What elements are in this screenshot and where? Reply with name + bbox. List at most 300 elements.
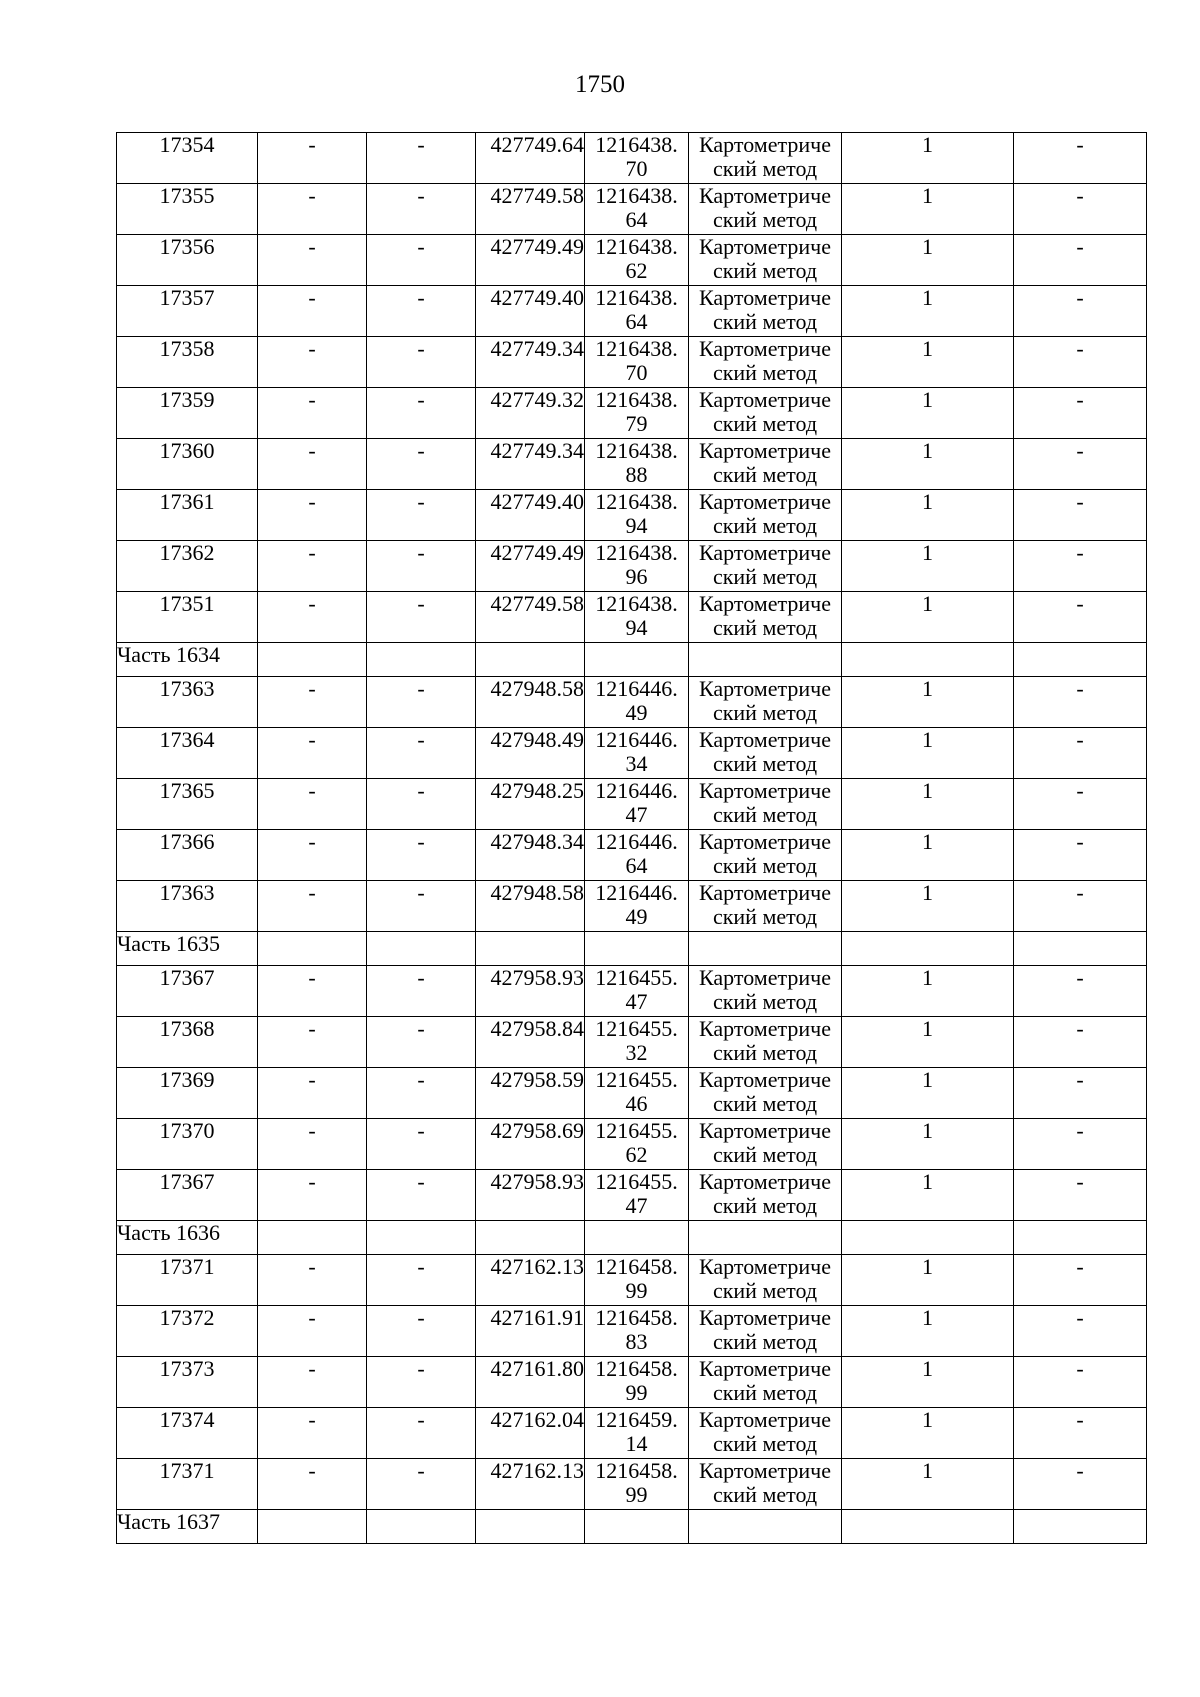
accuracy-cell: 1 [842,184,1014,235]
method-line-1: Картометриче [699,1407,831,1432]
y-coordinate-line-1: 1216458. [595,1254,678,1279]
method-cell [689,235,842,286]
dash-cell: - [258,779,367,830]
accuracy-cell: 1 [842,966,1014,1017]
point-number-cell: 17368 [117,1017,258,1068]
point-number-cell: 17367 [117,1170,258,1221]
y-coordinate-line-2: 64 [625,309,648,334]
method-line-2: ский метод [712,1482,818,1507]
table-row [117,1017,1147,1068]
empty-cell [1014,932,1147,966]
y-coordinate-cell [585,1170,689,1221]
method-line-1: Картометриче [699,1254,831,1279]
y-coordinate-line-2: 64 [625,207,648,232]
dash-cell: - [258,133,367,184]
accuracy-cell: 1 [842,779,1014,830]
method-cell [689,1408,842,1459]
dash-cell: - [1014,235,1147,286]
point-number-cell: 17369 [117,1068,258,1119]
dash-cell: - [258,541,367,592]
point-number-cell: 17371 [117,1255,258,1306]
x-coordinate-cell: 427958.93 [476,966,585,1017]
x-coordinate-cell: 427749.34 [476,439,585,490]
dash-cell: - [258,966,367,1017]
dash-cell: - [1014,337,1147,388]
accuracy-cell: 1 [842,592,1014,643]
dash-cell: - [1014,1170,1147,1221]
y-coordinate-cell [585,881,689,932]
table-row [117,337,1147,388]
dash-cell: - [1014,1306,1147,1357]
method-cell [689,184,842,235]
dash-cell: - [258,1068,367,1119]
dash-cell: - [367,388,476,439]
method-line-1: Картометриче [699,540,831,565]
dash-cell: - [258,881,367,932]
y-coordinate-line-1: 1216438. [595,336,678,361]
y-coordinate-line-1: 1216438. [595,387,678,412]
method-line-1: Картометриче [699,489,831,514]
dash-cell: - [367,541,476,592]
method-line-1: Картометриче [699,778,831,803]
dash-cell: - [258,1255,367,1306]
y-coordinate-line-2: 64 [625,853,648,878]
x-coordinate-cell: 427749.40 [476,286,585,337]
point-number-cell: 17366 [117,830,258,881]
empty-cell [842,932,1014,966]
dash-cell: - [367,1357,476,1408]
dash-cell: - [258,728,367,779]
method-cell [689,728,842,779]
dash-cell: - [258,337,367,388]
method-line-1: Картометриче [699,387,831,412]
y-coordinate-line-2: 83 [625,1329,648,1354]
empty-cell [258,932,367,966]
dash-cell: - [367,490,476,541]
y-coordinate-line-2: 46 [625,1091,648,1116]
method-cell [689,133,842,184]
y-coordinate-line-2: 88 [625,462,648,487]
point-number-cell: 17365 [117,779,258,830]
point-number-cell: 17356 [117,235,258,286]
method-line-2: ский метод [712,462,818,487]
y-coordinate-line-2: 94 [625,615,648,640]
accuracy-cell: 1 [842,286,1014,337]
accuracy-cell: 1 [842,881,1014,932]
empty-cell [842,1221,1014,1255]
accuracy-cell: 1 [842,388,1014,439]
point-number-cell: 17363 [117,677,258,728]
table-row [117,1119,1147,1170]
method-line-1: Картометриче [699,1169,831,1194]
accuracy-cell: 1 [842,541,1014,592]
dash-cell: - [258,184,367,235]
table-row [117,235,1147,286]
method-line-1: Картометриче [699,1016,831,1041]
empty-cell [585,932,689,966]
table-row [117,830,1147,881]
method-cell [689,1017,842,1068]
empty-cell [689,932,842,966]
method-line-2: ский метод [712,853,818,878]
y-coordinate-cell [585,337,689,388]
dash-cell: - [1014,286,1147,337]
method-cell [689,439,842,490]
y-coordinate-line-1: 1216455. [595,965,678,990]
method-line-2: ский метод [712,1142,818,1167]
dash-cell: - [1014,728,1147,779]
method-line-2: ский метод [712,802,818,827]
dash-cell: - [367,235,476,286]
method-line-2: ский метод [712,411,818,436]
dash-cell: - [367,779,476,830]
dash-cell: - [1014,1119,1147,1170]
dash-cell: - [1014,490,1147,541]
part-label: Часть 1635 [117,932,258,966]
dash-cell: - [1014,881,1147,932]
dash-cell: - [367,830,476,881]
x-coordinate-cell: 427749.40 [476,490,585,541]
accuracy-cell: 1 [842,133,1014,184]
dash-cell: - [1014,541,1147,592]
y-coordinate-line-1: 1216438. [595,183,678,208]
empty-cell [585,643,689,677]
dash-cell: - [367,1255,476,1306]
accuracy-cell: 1 [842,1119,1014,1170]
y-coordinate-cell [585,439,689,490]
y-coordinate-line-2: 79 [625,411,648,436]
method-line-1: Картометриче [699,1118,831,1143]
y-coordinate-line-1: 1216458. [595,1356,678,1381]
dash-cell: - [367,728,476,779]
dash-cell: - [1014,779,1147,830]
accuracy-cell: 1 [842,235,1014,286]
method-line-2: ский метод [712,156,818,181]
y-coordinate-cell [585,1357,689,1408]
part-header-row [117,932,1147,966]
dash-cell: - [1014,439,1147,490]
point-number-cell: 17372 [117,1306,258,1357]
dash-cell: - [258,1408,367,1459]
x-coordinate-cell: 427161.80 [476,1357,585,1408]
method-line-1: Картометриче [699,183,831,208]
method-line-2: ский метод [712,258,818,283]
y-coordinate-line-1: 1216458. [595,1458,678,1483]
dash-cell: - [1014,1459,1147,1510]
method-line-2: ский метод [712,1329,818,1354]
method-cell [689,966,842,1017]
method-line-1: Картометриче [699,965,831,990]
y-coordinate-line-1: 1216455. [595,1118,678,1143]
dash-cell: - [258,677,367,728]
method-line-1: Картометриче [699,880,831,905]
point-number-cell: 17363 [117,881,258,932]
dash-cell: - [258,830,367,881]
empty-cell [842,643,1014,677]
x-coordinate-cell: 427749.32 [476,388,585,439]
y-coordinate-line-1: 1216438. [595,438,678,463]
x-coordinate-cell: 427749.58 [476,184,585,235]
table-row [117,1357,1147,1408]
method-cell [689,490,842,541]
y-coordinate-line-1: 1216438. [595,540,678,565]
empty-cell [258,1510,367,1544]
dash-cell: - [367,439,476,490]
table-row [117,592,1147,643]
method-cell [689,1357,842,1408]
x-coordinate-cell: 427958.59 [476,1068,585,1119]
method-line-1: Картометриче [699,829,831,854]
point-number-cell: 17371 [117,1459,258,1510]
y-coordinate-cell [585,133,689,184]
table-row [117,779,1147,830]
y-coordinate-line-1: 1216455. [595,1067,678,1092]
y-coordinate-cell [585,286,689,337]
accuracy-cell: 1 [842,1170,1014,1221]
method-cell [689,1170,842,1221]
coordinates-table [116,132,1147,1544]
y-coordinate-line-1: 1216438. [595,489,678,514]
part-label: Часть 1636 [117,1221,258,1255]
point-number-cell: 17354 [117,133,258,184]
method-line-2: ский метод [712,700,818,725]
point-number-cell: 17367 [117,966,258,1017]
point-number-cell: 17360 [117,439,258,490]
point-number-cell: 17358 [117,337,258,388]
dash-cell: - [258,1306,367,1357]
dash-cell: - [367,184,476,235]
dash-cell: - [1014,1017,1147,1068]
accuracy-cell: 1 [842,728,1014,779]
dash-cell: - [367,1068,476,1119]
dash-cell: - [258,1017,367,1068]
dash-cell: - [367,337,476,388]
point-number-cell: 17370 [117,1119,258,1170]
method-line-2: ский метод [712,513,818,538]
dash-cell: - [1014,133,1147,184]
accuracy-cell: 1 [842,677,1014,728]
point-number-cell: 17357 [117,286,258,337]
y-coordinate-line-2: 47 [625,989,648,1014]
table-row [117,881,1147,932]
y-coordinate-cell [585,830,689,881]
method-line-2: ский метод [712,1040,818,1065]
y-coordinate-cell [585,1017,689,1068]
y-coordinate-line-1: 1216446. [595,727,678,752]
y-coordinate-line-2: 70 [625,156,648,181]
method-line-2: ский метод [712,615,818,640]
part-label: Часть 1634 [117,643,258,677]
table-row [117,728,1147,779]
table-row [117,1306,1147,1357]
empty-cell [476,1221,585,1255]
method-line-2: ский метод [712,989,818,1014]
method-line-1: Картометриче [699,1067,831,1092]
table-row [117,541,1147,592]
point-number-cell: 17355 [117,184,258,235]
method-cell [689,1068,842,1119]
y-coordinate-line-1: 1216446. [595,778,678,803]
accuracy-cell: 1 [842,1306,1014,1357]
y-coordinate-cell [585,1068,689,1119]
dash-cell: - [367,1017,476,1068]
dash-cell: - [367,1306,476,1357]
coordinates-table-body [117,133,1147,1544]
y-coordinate-line-2: 32 [625,1040,648,1065]
method-line-1: Картометриче [699,1458,831,1483]
accuracy-cell: 1 [842,337,1014,388]
table-row [117,1255,1147,1306]
part-header-row [117,1510,1147,1544]
empty-cell [842,1510,1014,1544]
empty-cell [585,1221,689,1255]
empty-cell [689,1221,842,1255]
y-coordinate-line-2: 96 [625,564,648,589]
y-coordinate-line-1: 1216446. [595,880,678,905]
method-cell [689,286,842,337]
table-row [117,1170,1147,1221]
method-line-2: ский метод [712,904,818,929]
y-coordinate-line-2: 62 [625,1142,648,1167]
empty-cell [1014,643,1147,677]
table-row [117,439,1147,490]
dash-cell: - [258,592,367,643]
table-row [117,677,1147,728]
point-number-cell: 17359 [117,388,258,439]
dash-cell: - [367,677,476,728]
dash-cell: - [1014,1068,1147,1119]
x-coordinate-cell: 427162.13 [476,1459,585,1510]
empty-cell [367,1510,476,1544]
part-header-row [117,1221,1147,1255]
dash-cell: - [258,1357,367,1408]
y-coordinate-line-2: 14 [625,1431,648,1456]
dash-cell: - [258,439,367,490]
y-coordinate-line-1: 1216459. [595,1407,678,1432]
y-coordinate-cell [585,728,689,779]
method-line-1: Картометриче [699,727,831,752]
y-coordinate-cell [585,1255,689,1306]
method-cell [689,592,842,643]
x-coordinate-cell: 427162.04 [476,1408,585,1459]
x-coordinate-cell: 427161.91 [476,1306,585,1357]
x-coordinate-cell: 427958.93 [476,1170,585,1221]
dash-cell: - [258,1119,367,1170]
empty-cell [476,643,585,677]
table-row [117,133,1147,184]
empty-cell [258,643,367,677]
table-row [117,1459,1147,1510]
empty-cell [689,643,842,677]
method-cell [689,541,842,592]
accuracy-cell: 1 [842,1459,1014,1510]
dash-cell: - [367,966,476,1017]
page-number: 1750 [575,71,625,98]
y-coordinate-line-2: 99 [625,1380,648,1405]
x-coordinate-cell: 427958.69 [476,1119,585,1170]
empty-cell [585,1510,689,1544]
y-coordinate-cell [585,592,689,643]
part-label: Часть 1637 [117,1510,258,1544]
x-coordinate-cell: 427948.49 [476,728,585,779]
method-cell [689,881,842,932]
dash-cell: - [367,881,476,932]
accuracy-cell: 1 [842,830,1014,881]
method-line-2: ский метод [712,751,818,776]
empty-cell [367,643,476,677]
method-line-2: ский метод [712,564,818,589]
dash-cell: - [1014,830,1147,881]
method-line-2: ский метод [712,309,818,334]
point-number-cell: 17364 [117,728,258,779]
method-line-1: Картометриче [699,132,831,157]
y-coordinate-line-1: 1216455. [595,1016,678,1041]
method-line-2: ский метод [712,207,818,232]
table-row [117,966,1147,1017]
y-coordinate-cell [585,541,689,592]
y-coordinate-line-2: 99 [625,1482,648,1507]
method-line-1: Картометриче [699,438,831,463]
method-cell [689,830,842,881]
x-coordinate-cell: 427749.49 [476,541,585,592]
y-coordinate-line-2: 94 [625,513,648,538]
method-line-1: Картометриче [699,336,831,361]
method-line-1: Картометриче [699,1305,831,1330]
empty-cell [476,932,585,966]
method-cell [689,1119,842,1170]
x-coordinate-cell: 427749.49 [476,235,585,286]
dash-cell: - [367,1170,476,1221]
dash-cell: - [258,1170,367,1221]
y-coordinate-line-2: 49 [625,700,648,725]
method-line-1: Картометриче [699,1356,831,1381]
empty-cell [1014,1221,1147,1255]
y-coordinate-line-1: 1216438. [595,132,678,157]
dash-cell: - [367,1459,476,1510]
x-coordinate-cell: 427948.58 [476,881,585,932]
accuracy-cell: 1 [842,1408,1014,1459]
empty-cell [476,1510,585,1544]
dash-cell: - [1014,592,1147,643]
point-number-cell: 17362 [117,541,258,592]
y-coordinate-line-1: 1216446. [595,676,678,701]
y-coordinate-cell [585,1119,689,1170]
table-row [117,1068,1147,1119]
empty-cell [367,1221,476,1255]
dash-cell: - [1014,388,1147,439]
accuracy-cell: 1 [842,439,1014,490]
point-number-cell: 17361 [117,490,258,541]
y-coordinate-cell [585,1459,689,1510]
x-coordinate-cell: 427948.34 [476,830,585,881]
y-coordinate-line-2: 49 [625,904,648,929]
y-coordinate-line-1: 1216458. [595,1305,678,1330]
method-cell [689,1459,842,1510]
method-line-2: ский метод [712,1380,818,1405]
empty-cell [689,1510,842,1544]
point-number-cell: 17373 [117,1357,258,1408]
y-coordinate-cell [585,490,689,541]
dash-cell: - [1014,677,1147,728]
table-row [117,490,1147,541]
accuracy-cell: 1 [842,1357,1014,1408]
empty-cell [367,932,476,966]
table-row [117,388,1147,439]
dash-cell: - [1014,1408,1147,1459]
y-coordinate-line-2: 47 [625,1193,648,1218]
method-line-2: ский метод [712,1431,818,1456]
dash-cell: - [258,490,367,541]
